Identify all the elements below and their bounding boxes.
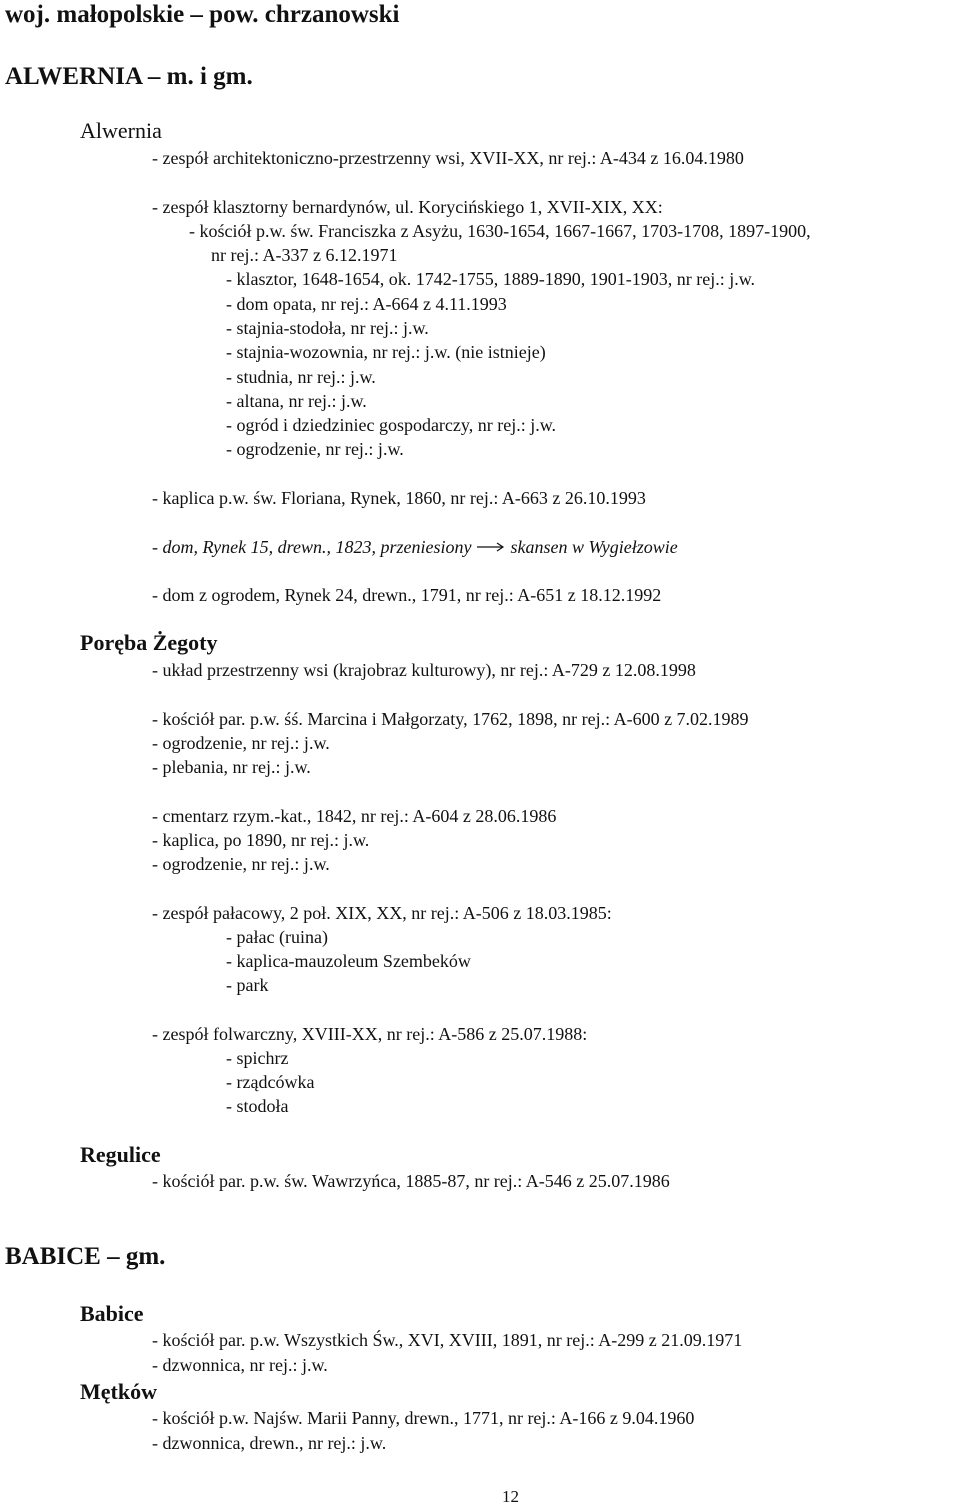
entry-line: - ogrodzenie, nr rej.: j.w. (152, 733, 330, 753)
right-arrow-icon (476, 536, 506, 558)
entry-line: - stodoła (226, 1096, 289, 1116)
entry-line: - altana, nr rej.: j.w. (226, 391, 367, 411)
entry-line: - dzwonnica, nr rej.: j.w. (152, 1355, 328, 1375)
entry-line: - kościół par. p.w. Wszystkich Św., XVI, XVIII, 1891, nr rej.: A-299 z 21.09.1971 (152, 1330, 743, 1350)
entry-line: - ogrodzenie, nr rej.: j.w. (226, 439, 404, 459)
entry-line: - kościół par. p.w. śś. Marcina i Małgorzaty, 1762, 1898, nr rej.: A-600 z 7.02.1989 (152, 709, 749, 729)
entry-line: - układ przestrzenny wsi (krajobraz kulturowy), nr rej.: A-729 z 12.08.1998 (152, 660, 696, 680)
province-heading: woj. małopolskie – pow. chrzanowski (5, 1, 400, 28)
entry-line: - dom opata, nr rej.: A-664 z 4.11.1993 (226, 294, 507, 314)
entry-line: - zespół architektoniczno-przestrzenny wsi, XVII-XX, nr rej.: A-434 z 16.04.1980 (152, 148, 744, 168)
entry-line: - kościół p.w. św. Franciszka z Asyżu, 1630-1654, 1667-1667, 1703-1708, 1897-1900, (189, 221, 811, 241)
entry-line: - stajnia-stodoła, nr rej.: j.w. (226, 318, 429, 338)
entry-line: - plebania, nr rej.: j.w. (152, 757, 311, 777)
entry-line: - zespół pałacowy, 2 poł. XIX, XX, nr rej.: A-506 z 18.03.1985: (152, 903, 612, 923)
entry-text: - dom, Rynek 15, drewn., 1823, przeniesiony (152, 537, 472, 557)
locality-heading-alwernia: Alwernia (80, 118, 162, 143)
entry-line: - kaplica p.w. św. Floriana, Rynek, 1860, nr rej.: A-663 z 26.10.1993 (152, 488, 646, 508)
entry-line: - klasztor, 1648-1654, ok. 1742-1755, 1889-1890, 1901-1903, nr rej.: j.w. (226, 269, 756, 289)
entry-line: - kościół p.w. Najśw. Marii Panny, drewn., 1771, nr rej.: A-166 z 9.04.1960 (152, 1408, 695, 1428)
entry-text: skansen w Wygiełzowie (510, 537, 678, 557)
page-number: 12 (502, 1487, 519, 1506)
entry-line: - pałac (ruina) (226, 927, 328, 947)
entry-line-italic (152, 536, 678, 558)
locality-heading-babice: Babice (80, 1301, 144, 1326)
locality-heading-regulice: Regulice (80, 1142, 161, 1167)
entry-line: - spichrz (226, 1048, 289, 1068)
entry-line: - ogród i dziedziniec gospodarczy, nr rej.: j.w. (226, 415, 557, 435)
entry-line: - rządcówka (226, 1072, 315, 1092)
entry-line: - zespół folwarczny, XVIII-XX, nr rej.: A-586 z 25.07.1988: (152, 1024, 588, 1044)
entry-line: - cmentarz rzym.-kat., 1842, nr rej.: A-604 z 28.06.1986 (152, 806, 557, 826)
entry-line: - dzwonnica, drewn., nr rej.: j.w. (152, 1433, 387, 1453)
locality-heading-poreba: Poręba Żegoty (80, 630, 218, 655)
entry-line: - kościół par. p.w. św. Wawrzyńca, 1885-87, nr rej.: A-546 z 25.07.1986 (152, 1171, 670, 1191)
gmina-heading-babice: BABICE – gm. (5, 1243, 166, 1270)
entry-line: - kaplica, po 1890, nr rej.: j.w. (152, 830, 370, 850)
entry-line: - park (226, 975, 269, 995)
gmina-heading-alwernia: ALWERNIA – m. i gm. (5, 63, 253, 90)
entry-line: - stajnia-wozownia, nr rej.: j.w. (nie istnieje) (226, 342, 546, 362)
entry-line: - ogrodzenie, nr rej.: j.w. (152, 854, 330, 874)
entry-line: - dom z ogrodem, Rynek 24, drewn., 1791, nr rej.: A-651 z 18.12.1992 (152, 585, 662, 605)
locality-heading-metkow: Mętków (80, 1379, 157, 1404)
entry-line: - zespół klasztorny bernardynów, ul. Korycińskiego 1, XVII-XIX, XX: (152, 197, 663, 217)
entry-line: - kaplica-mauzoleum Szembeków (226, 951, 471, 971)
entry-line: nr rej.: A-337 z 6.12.1971 (211, 245, 398, 265)
entry-line: - studnia, nr rej.: j.w. (226, 367, 376, 387)
